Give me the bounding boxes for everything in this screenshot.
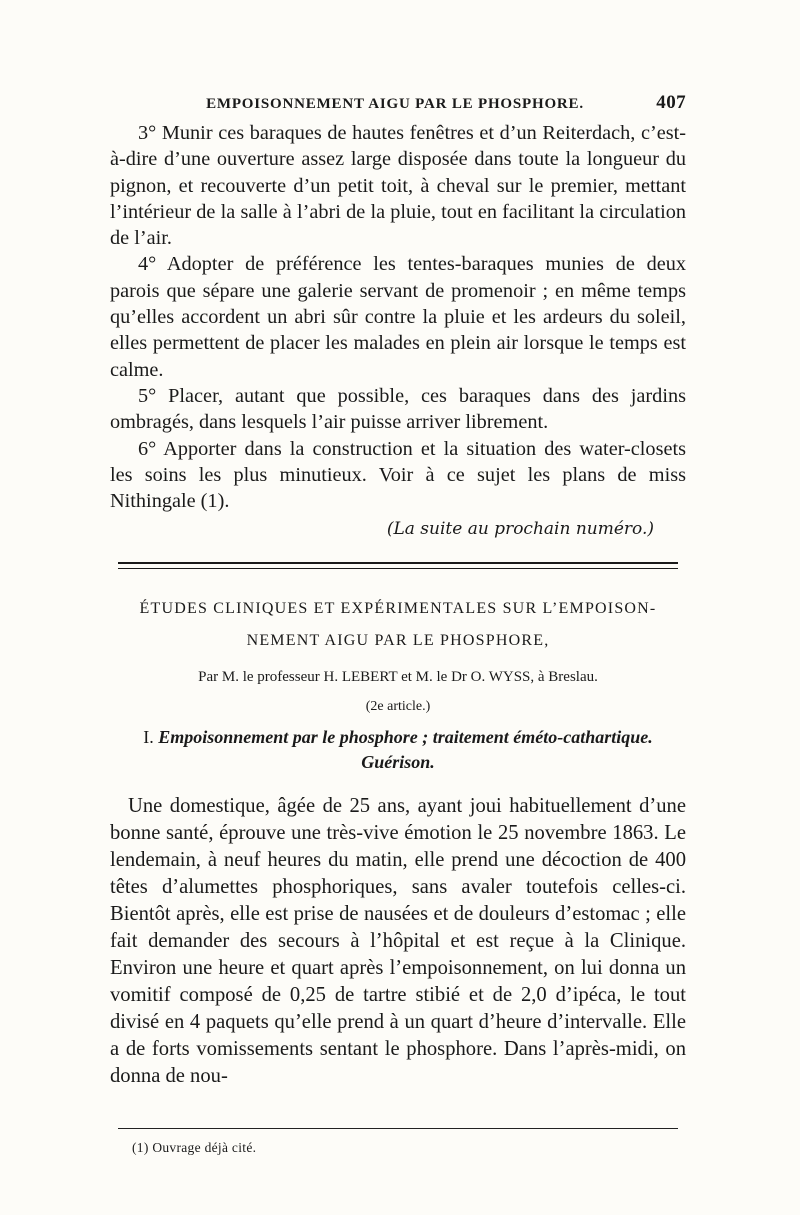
article-number: (2e article.) <box>365 699 431 715</box>
book-page <box>110 92 686 1089</box>
running-title: EMPOISONNEMENT AIGU PAR LE PHOSPHORE. <box>206 96 584 112</box>
paragraph-3: 3° Munir ces baraques de hautes fenêtres et d’un Reiterdach, c’est-à-dire d’une ouverture assez large disposée dans toute la longueur du pignon, et recouverte d’un petit toit, à cheval sur le premier, mettant l’intérieur de la salle à l’abri de la pluie, tout en facilitant la circulation de l’air. <box>110 122 686 250</box>
article-title-line-1: ÉTUDES CLINIQUES ET EXPÉRIMENTALES SUR L’EMPOISON- <box>139 600 657 618</box>
paragraph-5: 5° Placer, autant que possible, ces baraques dans des jardins ombragés, dans lesquels l’air puisse arriver librement. <box>110 384 686 434</box>
article-title-line-2: NEMENT AIGU PAR LE PHOSPHORE, <box>246 632 550 650</box>
case-paragraph: Une domestique, âgée de 25 ans, ayant joui habituellement d’une bonne santé, éprouve une très-vive émotion le 25 novembre 1863. Le lendemain, à neuf heures du matin, elle prend une décoction de 400 têtes d’alumettes phosphoriques, sans avaler toutefois celles-ci. Bientôt après, elle est prise de nausées et de douleurs d’estomac ; elle fait demander des secours à l’hôpital et est reçue à la Clinique. Environ une heure et quart après l’empoisonnement, on lui donna un vomitif composé de 0,25 de tartre stibié et de 2,0 d’ipéca, le tout divisé en 4 paquets qu’elle prend à un quart d’heure d’intervalle. Elle a de forts vomissements sentant le phosphore. Dans l’après-midi, on donna de nou- <box>110 795 686 1087</box>
case-number: I. <box>143 727 154 748</box>
paragraph-4: 4° Adopter de préférence les tentes-baraques munies de deux parois que sépare une galerie servant de promenoir ; en même temps qu’elles accordent un abri sûr contre la pluie et les ardeurs du soleil, elles permettent de placer les malades en plein air lorsque le temps est calme. <box>110 253 686 381</box>
section-divider <box>118 562 678 569</box>
case-title: Empoisonnement par le phosphore ; traitement éméto-cathartique. Guérison. <box>158 727 653 773</box>
continuation-note: (La suite au prochain numéro.) <box>386 519 654 540</box>
case-body <box>110 793 686 1089</box>
article-title <box>110 593 686 657</box>
case-heading <box>110 725 686 775</box>
page-number: 407 <box>656 92 686 113</box>
footnote-rule <box>118 1128 678 1129</box>
article-authors: Par M. le professeur H. LEBERT et M. le Dr O. WYSS, à Breslau. <box>198 669 598 686</box>
footnote: (1) Ouvrage déjà cité. <box>132 1140 257 1155</box>
running-head <box>110 92 686 120</box>
paragraph-6: 6° Apporter dans la construction et la situation des water-closets les soins les plus minutieux. Voir à ce sujet les plans de miss Nithingale (1). <box>110 437 686 513</box>
previous-article-text <box>110 120 686 514</box>
